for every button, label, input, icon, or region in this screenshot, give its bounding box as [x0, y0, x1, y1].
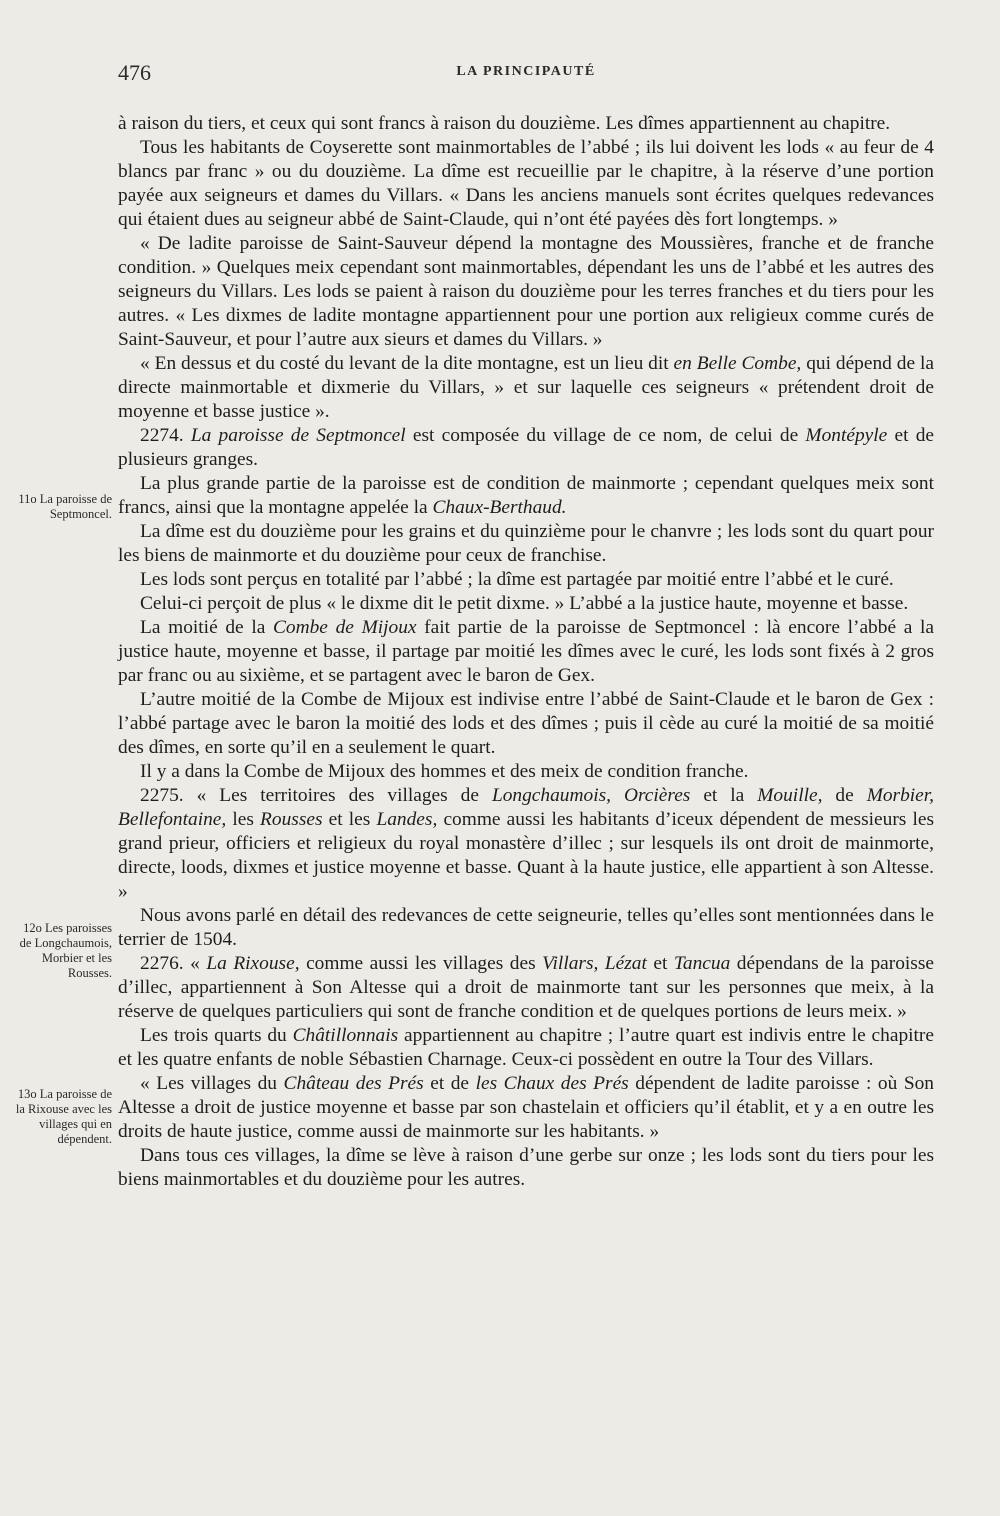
paragraph [118, 760, 934, 784]
paragraph [118, 784, 934, 904]
italic-text: Mouille, [757, 785, 823, 806]
margin-note-septmoncel: 11o La paroisse de Septmoncel. [18, 492, 112, 521]
text-run: La dîme est du douzième pour les grains et du quinzième pour le chanvre ; les lods sont du quart pour les biens de mainmorte et du douzième pour ceux de franchise. [118, 521, 934, 566]
paragraph [118, 904, 934, 952]
text-run: comme aussi les habitants d’iceux dépendent de messieurs les grand prieur, officiers et religieux du royal monastère d’illec ; sur lesquels ils ont droit de mainmorte, directe, loods, dixmes et justice moyenne et basse. Quant à la haute justice, elle appartient à son Altesse. » [118, 809, 934, 902]
text-run: Celui-ci perçoit de plus « le dixme dit le petit dixme. » L’abbé a la justice haute, moyenne et basse. [140, 593, 909, 614]
text-run: comme aussi les villages des [299, 953, 543, 974]
text-run: « En dessus et du costé du levant de la dite montagne, est un lieu dit [140, 353, 674, 374]
paragraph [118, 1072, 934, 1144]
text-run: 2274. [140, 425, 191, 446]
italic-text: Morbier, Bellefontaine, [118, 785, 935, 830]
margin-note-rixouse: 13o La paroisse de la Rixouse avec les villages qui en dépendent. [15, 1087, 112, 1146]
paragraph [118, 592, 934, 616]
text-run: Les lods sont perçus en totalité par l’abbé ; la dîme est partagée par moitié entre l’abbé et le curé. [140, 569, 894, 590]
text-run: Les trois quarts du [140, 1025, 293, 1046]
paragraph [118, 112, 934, 136]
text-run: est composée du village de ce nom, de celui de [405, 425, 806, 446]
text-run: et les [322, 809, 377, 830]
paragraph [118, 136, 934, 232]
text-run: « Les villages du [140, 1073, 284, 1094]
italic-text: Château des Prés [283, 1073, 424, 1094]
italic-text: Longchaumois, Orcières [491, 785, 691, 806]
italic-text: Tancua [673, 953, 731, 974]
paragraph [118, 616, 934, 688]
text-run: L’autre moitié de la Combe de Mijoux est indivise entre l’abbé de Saint-Claude et le baron de Gex : l’abbé partage avec le baron la moitié des lods et des dîmes ; puis il cède au curé la moitié de sa moitié des dîmes, en sorte qu’il en a seulement le quart. [118, 689, 934, 758]
text-run: et la [690, 785, 758, 806]
text-run: 2276. « [140, 953, 207, 974]
italic-text: Villars, Lézat [542, 953, 647, 974]
paragraph [118, 352, 934, 424]
margin-note-longchaumois: 12o Les paroisses de Longchaumois, Morbier et les Rousses. [19, 921, 112, 980]
text-run: Tous les habitants de Coyserette sont mainmortables de l’abbé ; ils lui doivent les lods « au feur de 4 blancs par franc » ou du douzième. La dîme est recueillie par le chapitre, à la réserve d’une portion payée aux seigneurs et dames du Villars. « Dans les anciens manuels sont écrites quelques redevances qui étaient dues au seigneur abbé de Saint-Claude, qui n’ont été payées dès fort longtemps. » [118, 137, 934, 230]
text-run: La moitié de la [140, 617, 273, 638]
text-run: fait partie de la paroisse de Septmoncel : là encore l’abbé a la justice haute, moyenne et basse, il partage par moitié les dîmes avec le curé, les lods sont fixés à 2 gros par franc ou au sixième, et se partagent avec le baron de Gex. [118, 617, 935, 686]
text-run: dépendent de ladite paroisse : où Son Altesse a droit de justice moyenne et basse par son chastelain et officiers qu’il établit, et y a en outre les droits de haute justice, comme aussi de mainmorte sur les habitants. » [118, 1073, 934, 1142]
paragraph [118, 1024, 934, 1072]
text-run: et [646, 953, 674, 974]
paragraph [118, 1144, 934, 1192]
paragraph [118, 688, 934, 760]
text-run: de [822, 785, 867, 806]
text-run: et de [423, 1073, 476, 1094]
text-run: qui dépend de la directe mainmortable et dixmerie du Villars, » et sur laquelle ces seigneurs « prétendent droit de moyenne et basse justice ». [118, 353, 934, 422]
text-run: et de plusieurs granges. [118, 425, 934, 470]
italic-text: en Belle Combe, [673, 353, 802, 374]
text-run: Dans tous ces villages, la dîme se lève à raison d’une gerbe sur onze ; les lods sont du tiers pour les biens mainmortables et du douzième pour les autres. [118, 1145, 934, 1190]
text-run: les [226, 809, 261, 830]
italic-text: Chaux-Berthaud. [432, 497, 567, 518]
italic-text: Combe de Mijoux [272, 617, 417, 638]
text-run: La plus grande partie de la paroisse est de condition de mainmorte ; cependant quelques meix sont francs, ainsi que la montagne appelée la [118, 473, 934, 518]
paragraph [118, 472, 934, 520]
italic-text: Montépyle [805, 425, 888, 446]
italic-text: La Rixouse, [206, 953, 300, 974]
paragraph [118, 952, 934, 1024]
paragraph [118, 424, 934, 472]
italic-text: les Chaux des Prés [475, 1073, 629, 1094]
text-run: 2275. « Les territoires des villages de [140, 785, 492, 806]
page-number: 476 [118, 60, 151, 85]
italic-text: Rousses [260, 809, 323, 830]
body-text [118, 112, 934, 1192]
text-run: dépendans de la paroisse d’illec, appartiennent à Son Altesse qui a droit de mainmorte tant sur les personnes que meix, à la réserve de quelques particuliers qui sont de franche condition et de quelques portions de leurs meix. » [118, 953, 934, 1022]
text-run: appartiennent au chapitre ; l’autre quart est indivis entre le chapitre et les quatre enfants de noble Sébastien Charnage. Ceux-ci possèdent en outre la Tour des Villars. [118, 1025, 934, 1070]
text-run: Il y a dans la Combe de Mijoux des hommes et des meix de condition franche. [140, 761, 749, 782]
italic-text: Landes, [376, 809, 438, 830]
paragraph [118, 568, 934, 592]
paragraph [118, 520, 934, 568]
text-run: Nous avons parlé en détail des redevances de cette seigneurie, telles qu’elles sont mentionnées dans le terrier de 1504. [118, 905, 934, 950]
italic-text: Châtillonnais [292, 1025, 399, 1046]
italic-text: La paroisse de Septmoncel [190, 425, 406, 446]
paragraph [118, 232, 934, 352]
text-run: « De ladite paroisse de Saint-Sauveur dépend la montagne des Moussières, franche et de franche condition. » Quelques meix cependant sont mainmortables, dépendant les uns de l’abbé et les autres des seigneurs du Villars. Les lods se paient à raison du douzième pour les terres franches et du tiers pour les autres. « Les dixmes de ladite montagne appartiennent pour une portion aux religieux comme curés de Saint-Sauveur, et pour l’autre aux sieurs et dames du Villars. » [118, 233, 934, 350]
running-head [118, 60, 934, 88]
running-title: LA PRINCIPAUTÉ [456, 64, 596, 79]
text-run: à raison du tiers, et ceux qui sont francs à raison du douzième. Les dîmes appartiennent au chapitre. [118, 113, 891, 134]
